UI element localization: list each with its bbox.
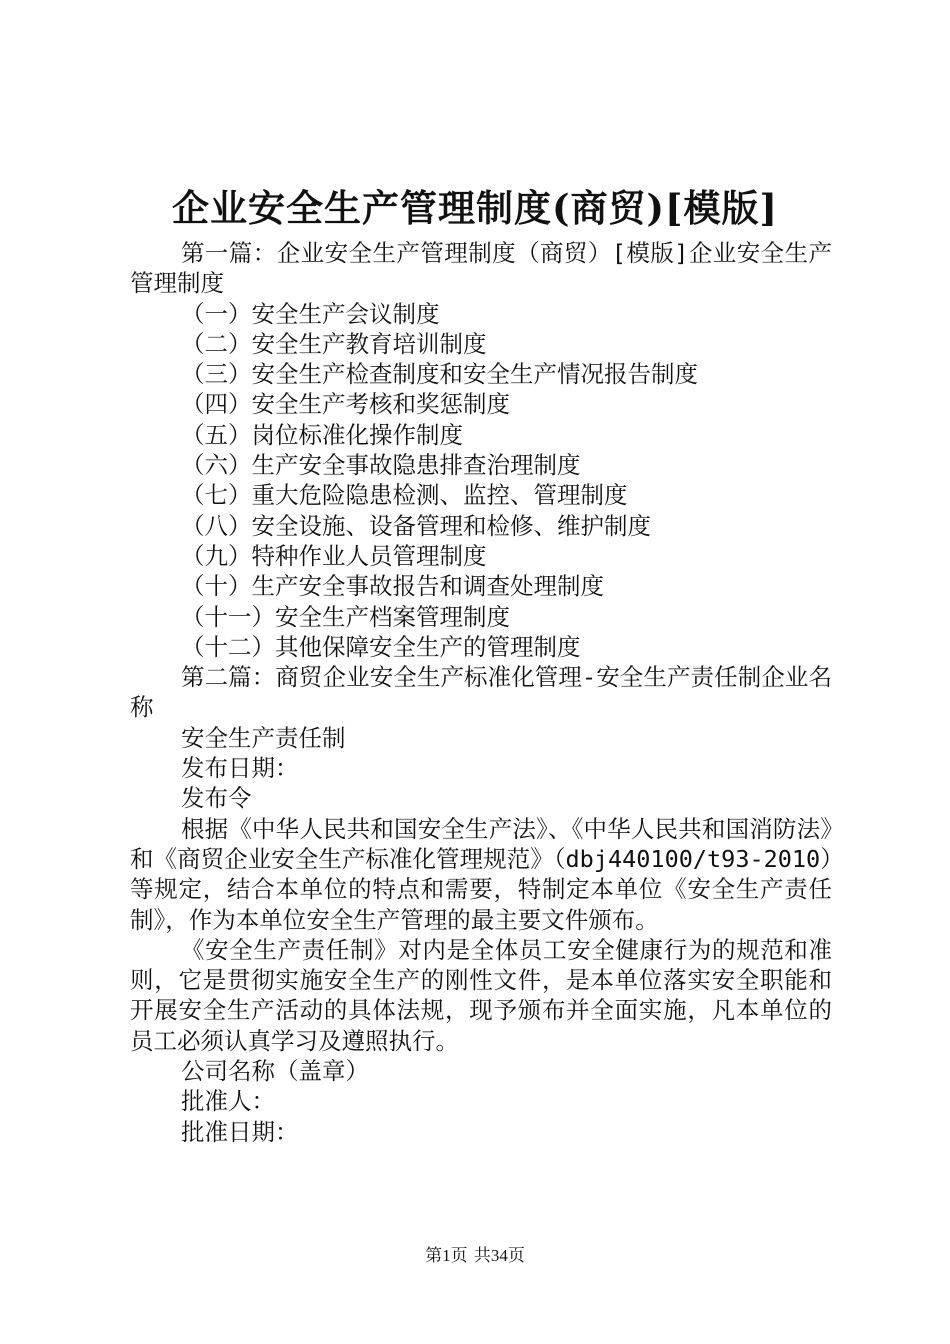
paragraph-publish-date: 发布日期：	[181, 754, 299, 783]
paragraph-responsibility-system: 安全生产责任制	[181, 723, 346, 752]
paragraph-responsibility-description: 《安全生产责任制》对内是全体员工安全健康行为的规范和准则，它是贯彻实施安全生产的刚性文件，是本单位落实安全职能和开展安全生产活动的具体法规，现予颁布并全面实施，凡本单位的员工必须认真学习及遵照执行。	[130, 935, 832, 1055]
list-item-7: （七）重大危险隐患检测、监控、管理制度	[181, 481, 628, 510]
document-body	[130, 238, 832, 1147]
list-item-11: （十一）安全生产档案管理制度	[181, 602, 510, 631]
paragraph-approver: 批准人：	[181, 1087, 275, 1116]
paragraph-part1-heading: 第一篇：企业安全生产管理制度（商贸）[模版]企业安全生产管理制度	[130, 239, 832, 298]
list-item-3: （三）安全生产检查制度和安全生产情况报告制度	[181, 360, 698, 389]
document-title: 企业安全生产管理制度(商贸)[模版]	[171, 186, 779, 230]
paragraph-approval-date: 批准日期：	[181, 1117, 299, 1146]
list-item-5: （五）岗位标准化操作制度	[181, 420, 463, 449]
paragraph-publish-order: 发布令	[181, 784, 252, 813]
paragraph-legal-basis: 根据《中华人民共和国安全生产法》、《中华人民共和国消防法》和《商贸企业安全生产标准化管理规范》（dbj440100/t93-2010）等规定，结合本单位的特点和需要，特制定本单位《安全生产责任制》，作为本单位安全生产管理的最主要文件颁布。	[130, 814, 832, 934]
list-item-1: （一）安全生产会议制度	[181, 299, 440, 328]
paragraph-part2-heading: 第二篇：商贸企业安全生产标准化管理-安全生产责任制企业名称	[130, 663, 832, 722]
page-number: 第1页	[425, 1246, 468, 1265]
page-footer	[0, 1241, 950, 1266]
list-item-12: （十二）其他保障安全生产的管理制度	[181, 632, 581, 661]
list-item-4: （四）安全生产考核和奖惩制度	[181, 390, 510, 419]
paragraph-company-seal: 公司名称（盖章）	[181, 1057, 369, 1086]
list-item-6: （六）生产安全事故隐患排查治理制度	[181, 451, 581, 480]
list-item-10: （十）生产安全事故报告和调查处理制度	[181, 572, 604, 601]
list-item-9: （九）特种作业人员管理制度	[181, 541, 487, 570]
total-pages: 共34页	[473, 1246, 525, 1265]
list-item-2: （二）安全生产教育培训制度	[181, 329, 487, 358]
list-item-8: （八）安全设施、设备管理和检修、维护制度	[181, 511, 651, 540]
